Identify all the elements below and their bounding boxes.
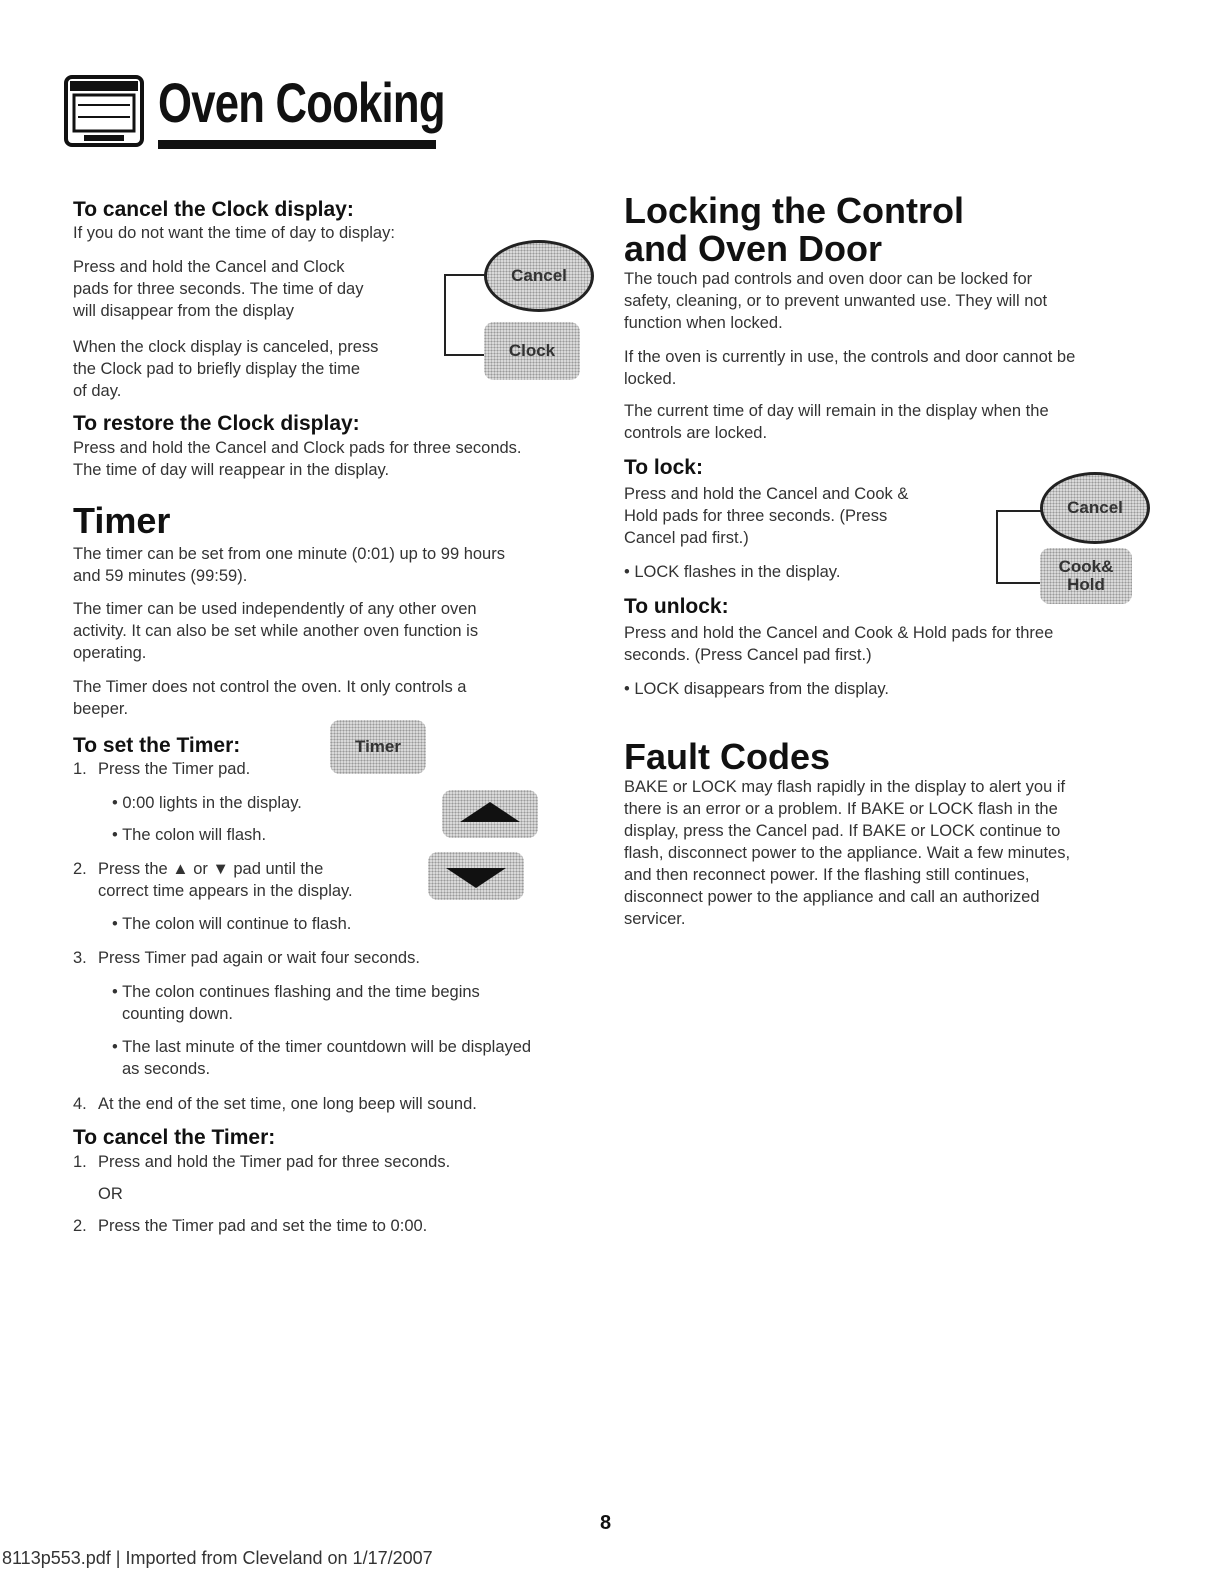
cancel-clock-para-1: Press and hold the Cancel and Clock pads for three seconds. The time of day will disappear from the display <box>73 258 364 320</box>
title-underline <box>158 140 436 149</box>
lock-text: Press and hold the Cancel and Cook & Hold pads for three seconds. (Press Cancel pad first.) <box>624 485 909 547</box>
oven-icon <box>64 75 144 152</box>
unlock-heading: To unlock: <box>624 595 729 618</box>
lock-bullet: • LOCK flashes in the display. <box>624 563 841 581</box>
footer-source: 8113p553.pdf | Imported from Cleveland on 1/17/2007 <box>2 1548 433 1568</box>
restore-clock-text: Press and hold the Cancel and Clock pads for three seconds. The time of day will reappear in the display. <box>73 439 522 479</box>
cancel-timer-step-1-num: 1. <box>73 1153 87 1171</box>
restore-clock-heading: To restore the Clock display: <box>73 412 360 435</box>
set-timer-step-1: Press the Timer pad. <box>98 760 251 778</box>
page-number: 8 <box>600 1512 612 1534</box>
timer-para-3: The Timer does not control the oven. It only controls a beeper. <box>73 678 467 718</box>
cancel-clock-heading: To cancel the Clock display: <box>73 198 354 221</box>
timer-para-2: The timer can be used independently of any other oven activity. It can also be set while another oven function is operating. <box>73 600 479 662</box>
cancel-pad: Cancel <box>484 240 594 312</box>
locking-para-1: The touch pad controls and oven door can be locked for safety, cleaning, or to prevent unwanted use. They will not function when locked. <box>624 270 1048 332</box>
set-timer-step-4-num: 4. <box>73 1095 87 1113</box>
timer-pad: Timer <box>330 720 426 774</box>
cancel-timer-heading: To cancel the Timer: <box>73 1126 276 1149</box>
up-arrow-icon <box>442 790 538 838</box>
set-timer-step-1-num: 1. <box>73 760 87 778</box>
locking-heading: Locking the Control and Oven Door <box>624 190 964 269</box>
cancel-timer-step-2-num: 2. <box>73 1217 87 1235</box>
unlock-text: Press and hold the Cancel and Cook & Hold pads for three seconds. (Press Cancel pad first.) <box>624 624 1054 664</box>
set-timer-step-3-bullet-1: • The colon continues flashing and the time begins counting down. <box>112 983 480 1023</box>
locking-para-3: The current time of day will remain in the display when the controls are locked. <box>624 402 1049 442</box>
clock-pad: Clock <box>484 322 580 380</box>
fault-codes-heading: Fault Codes <box>624 736 831 777</box>
cook-hold-pad: Cook& Hold <box>1040 548 1132 604</box>
cancel-pad: Cancel <box>1040 472 1150 544</box>
cancel-timer-or: OR <box>98 1185 123 1203</box>
page-title: Oven Cooking <box>158 71 445 134</box>
set-timer-heading: To set the Timer: <box>73 734 241 757</box>
cancel-clock-para-2: When the clock display is canceled, press the Clock pad to briefly display the time of day. <box>73 338 379 400</box>
set-timer-step-3-num: 3. <box>73 949 87 967</box>
lock-heading: To lock: <box>624 456 703 479</box>
cancel-timer-step-1: Press and hold the Timer pad for three seconds. <box>98 1153 451 1171</box>
set-timer-step-2-bullet: • The colon will continue to flash. <box>112 915 352 933</box>
set-timer-step-3-bullet-2: • The last minute of the timer countdown will be displayed as seconds. <box>112 1038 532 1078</box>
unlock-bullet: • LOCK disappears from the display. <box>624 680 890 698</box>
set-timer-step-1-bullet-2: • The colon will flash. <box>112 826 267 844</box>
set-timer-step-1-bullet-1: • 0:00 lights in the display. <box>112 794 302 812</box>
locking-para-2: If the oven is currently in use, the controls and door cannot be locked. <box>624 348 1076 388</box>
cancel-timer-step-2: Press the Timer pad and set the time to 0:00. <box>98 1217 428 1235</box>
fault-codes-text: BAKE or LOCK may flash rapidly in the display to alert you if there is an error or a problem. If BAKE or LOCK flash in the display, press the Cancel pad. If BAKE or LOCK continue to flash, disconnect power to the appliance. Wait a few minutes, and then reconnect power. If the flashing still continues, disconnect power to the appliance and call an authorized servicer. <box>624 778 1071 928</box>
callout-line <box>996 510 998 584</box>
set-timer-step-2-line-1: Press the ▲ or ▼ pad until the <box>98 860 324 878</box>
up-arrow-pad <box>442 790 538 838</box>
callout-line <box>996 510 1046 512</box>
cancel-clock-intro: If you do not want the time of day to display: <box>73 224 395 242</box>
set-timer-step-2-line-2: correct time appears in the display. <box>98 882 353 900</box>
set-timer-step-4: At the end of the set time, one long beep will sound. <box>98 1095 477 1113</box>
set-timer-step-2-num: 2. <box>73 860 87 878</box>
down-arrow-icon <box>428 852 524 900</box>
set-timer-step-3: Press Timer pad again or wait four seconds. <box>98 949 420 967</box>
timer-para-1: The timer can be set from one minute (0:01) up to 99 hours and 59 minutes (99:59). <box>73 545 505 585</box>
down-arrow-pad <box>428 852 524 900</box>
timer-heading: Timer <box>73 500 171 541</box>
callout-line <box>444 274 446 356</box>
